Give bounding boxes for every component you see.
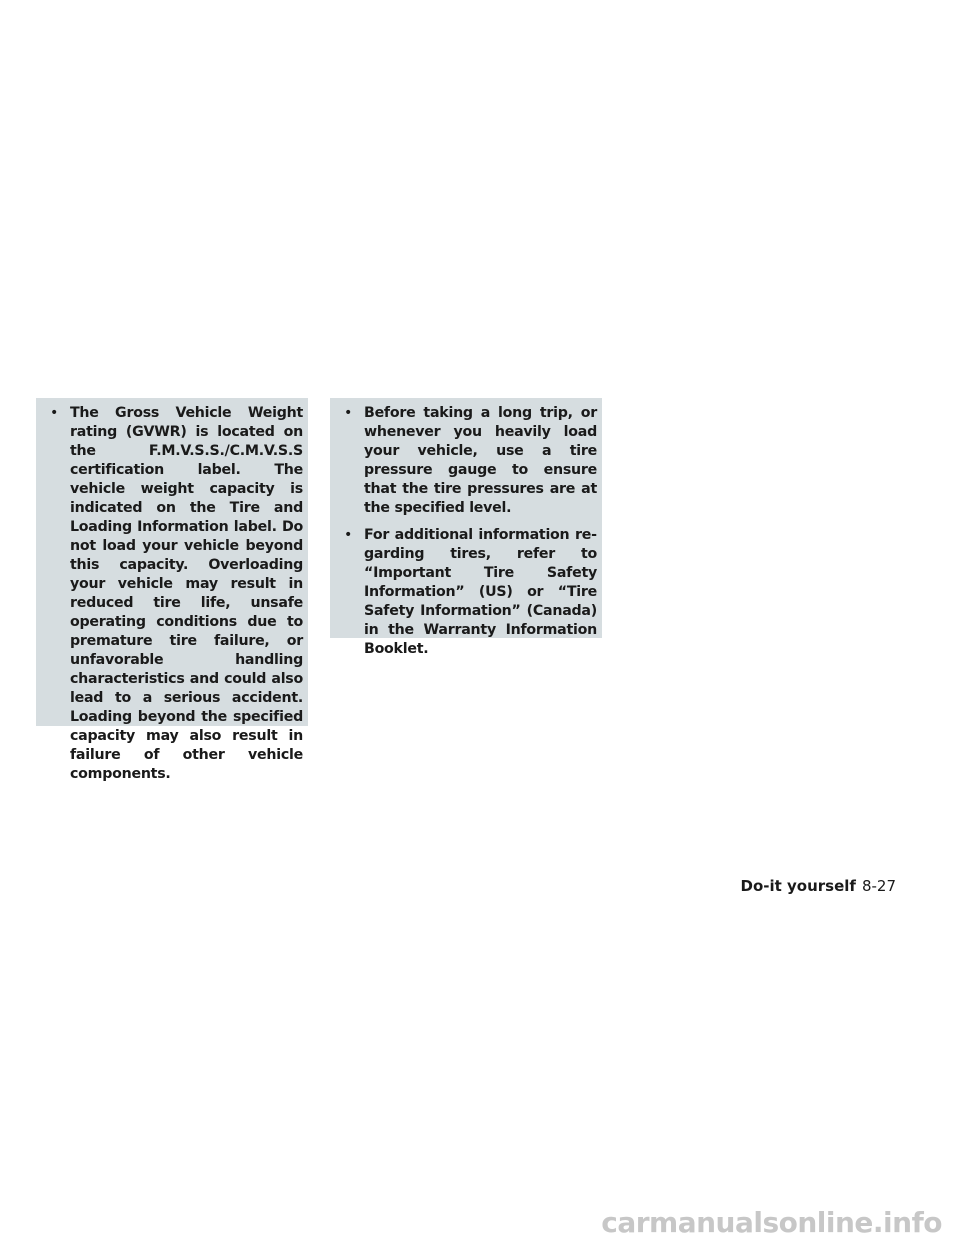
warning-bullet-long-trip — [344, 404, 597, 518]
warning-bullet-additional-info — [344, 526, 597, 659]
warning-box-left — [36, 398, 308, 782]
bullet-dot: • — [344, 405, 353, 421]
page-number: 8-27 — [861, 877, 896, 895]
warning-text-gvwr: The Gross Vehicle Weight rating (GVWR) is located on the F.M.V.S.S./C.M.V.S.S certification label. The vehicle weight capacity is indicated on the Tire and Loading Information label. Do not load your vehicle beyond this capacity. Overloading your vehicle may result in reduced tire life, unsafe operating conditions due to premature tire failure, or unfavorable handling characteristics and could also lead to a serious accident. Loading beyond the specified capacity may also result in failure of other vehicle components. — [70, 405, 303, 782]
watermark-logo: carmanualsonline.info — [601, 1206, 942, 1239]
page-footer — [741, 876, 897, 896]
bullet-dot: • — [344, 527, 353, 543]
warning-text-additional-info: For additional information regarding tires, refer to “Important Tire Safety Information” (US) or “Tire Safety Information” (Canada) in the Warranty Information Booklet. — [364, 527, 597, 657]
warning-bullet-gvwr — [50, 404, 303, 784]
bullet-dot: • — [50, 405, 59, 421]
warning-text-long-trip: Before taking a long trip, or whenever you heavily load your vehicle, use a tire pressure gauge to ensure that the tire pressures are at the specified level. — [364, 405, 597, 516]
warning-box-right — [330, 398, 602, 657]
section-title: Do-it yourself — [740, 877, 856, 895]
